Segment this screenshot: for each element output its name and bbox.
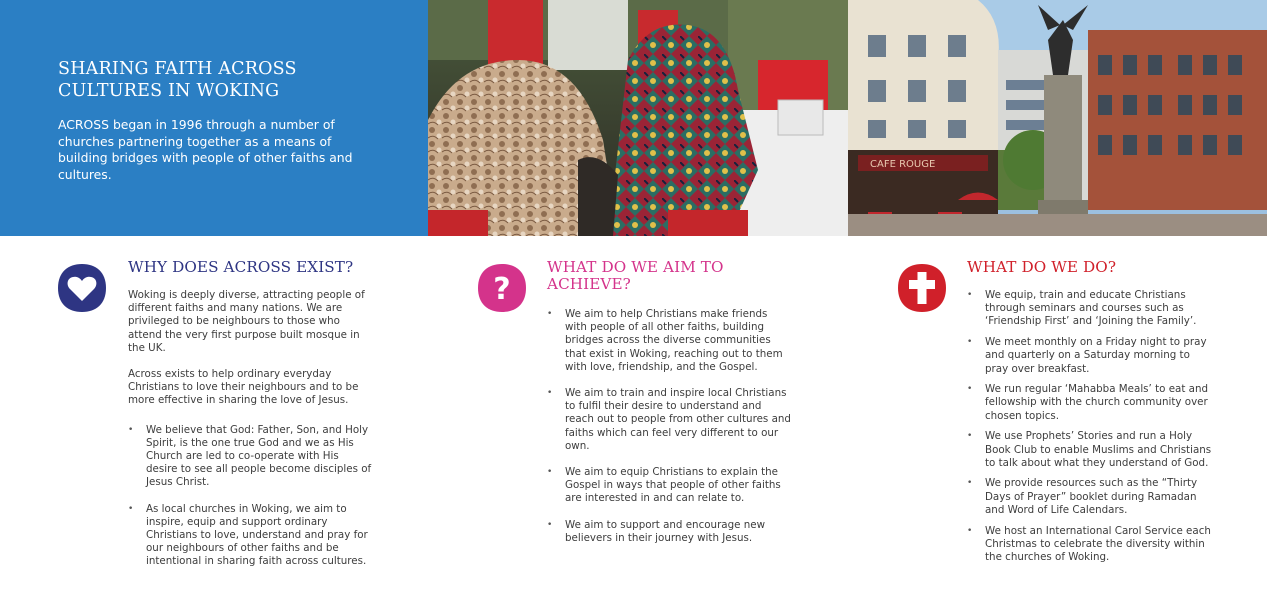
body-paragraph: Across exists to help ordinary everyday Christians to love their neighbours and to be more effective in sharing the love of Jesus. <box>128 368 359 407</box>
svg-text:?: ? <box>493 272 511 307</box>
cafe-sign: CAFE ROUGE <box>870 159 936 170</box>
page-title: SHARING FAITH ACROSS CULTURES IN WOKING <box>58 59 297 101</box>
bullet-list <box>547 308 792 545</box>
list-item: • We aim to support and encourage new believers in their journey with Jesus. <box>547 519 792 545</box>
intro-paragraph: ACROSS began in 1996 through a number of churches partnering together as a means of building bridges with people of other faiths and cultures. <box>58 117 353 182</box>
list-item: • We provide resources such as the “Thirty Days of Prayer” booklet during Ramadan and Word of Life Calendars. <box>967 477 1212 517</box>
list-item: • We use Prophets’ Stories and run a Holy Book Club to enable Muslims and Christians to talk about what they understand of God. <box>967 430 1212 470</box>
body-paragraph: Woking is deeply diverse, attracting people of different faiths and many nations. We are privileged to be neighbours to those who attend the very first purpose built mosque in the UK. <box>128 289 365 354</box>
list-item: • We host an International Carol Service each Christmas to celebrate the diversity within the churches of Woking. <box>967 525 1212 565</box>
community-gathering-photo <box>428 0 848 236</box>
list-item: • We aim to train and inspire local Christians to fulfil their desire to understand and reach out to people from other cultures and faiths which can feel very different to our own. <box>547 387 792 453</box>
cross-icon <box>896 262 948 314</box>
list-item: • We believe that God: Father, Son, and Holy Spirit, is the one true God and we as His Church are led to co-operate with His desire to see all people become disciples of Jesus Christ. <box>128 424 372 490</box>
hero-text-panel <box>0 0 428 236</box>
section-title: WHAT DO WE AIM TO ACHIEVE? <box>547 258 724 293</box>
section-title: WHAT DO WE DO? <box>967 258 1117 276</box>
woking-town-photo <box>848 0 1267 236</box>
list-item: • We equip, train and educate Christians through seminars and courses such as ‘Friendship First’ and ‘Joining the Family’. <box>967 289 1212 329</box>
list-item: • We aim to help Christians make friends with people of all other faiths, building bridges across the diverse communities that exist in Woking, reaching out to them with love, friendship, and the Gospel. <box>547 308 792 374</box>
list-item: • We aim to equip Christians to explain the Gospel in ways that people of other faiths are interested in and can relate to. <box>547 466 792 506</box>
bullet-list <box>128 424 372 569</box>
list-item: • As local churches in Woking, we aim to inspire, equip and support ordinary Christians to love, understand and pray for our neighbours of other faiths and be intentional in sharing faith across cultures. <box>128 503 372 569</box>
list-item: • We run regular ‘Mahabba Meals’ to eat and fellowship with the church community over chosen topics. <box>967 383 1212 423</box>
section-title: WHY DOES ACROSS EXIST? <box>128 258 354 276</box>
question-mark-icon <box>476 262 528 314</box>
hero-banner <box>0 0 1267 236</box>
bullet-list <box>967 289 1212 564</box>
list-item: • We meet monthly on a Friday night to pray and quarterly on a Saturday morning to pray over breakfast. <box>967 336 1212 376</box>
heart-icon <box>56 262 108 314</box>
